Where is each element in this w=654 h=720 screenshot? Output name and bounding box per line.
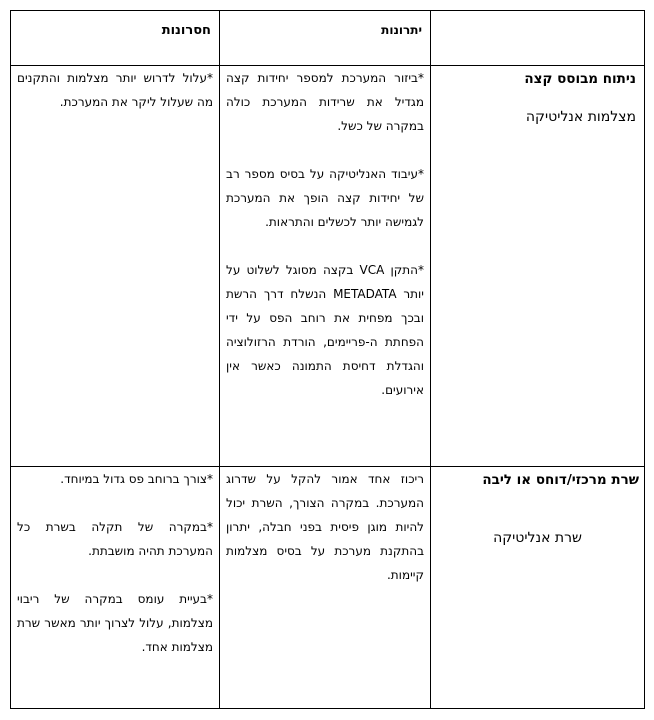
cons-cell	[11, 467, 220, 709]
header-cell-label	[431, 11, 645, 66]
row-title: שרת מרכזי/דוחס או ליבה	[482, 472, 639, 488]
header-label	[431, 11, 644, 23]
cons-cell	[11, 66, 220, 467]
pros-cell	[220, 66, 431, 467]
table-row-edge	[11, 66, 645, 467]
pros-item: *התקן VCA בקצה מסוגל לשלוט על יותר METADATA הנשלח דרך הרשת ובכך מפחית את רוחב הפס על ידי הפחתת ה-פריימים, הורדת הרזולוציה והגדלת דחיסת התמונה כאשר אין אירועים.	[226, 263, 424, 397]
table-row-server	[11, 467, 645, 709]
cons-item: *בעיית עומס במקרה של ריבוי מצלמות, עלול לצרוך יותר מאשר שרת מצלמות אחד.	[17, 592, 213, 654]
pros-item: ריכוז אחד אמור להקל על שדרוג המערכת. במקרה הצורך, השרת יכול להיות מוגן פיסית בפני חבלה, יתרון בהתקנת מערכת על בסיס מצלמות קיימות.	[226, 472, 424, 582]
row-subtitle: מצלמות אנליטיקה	[525, 109, 636, 125]
header-pros: יתרונות	[381, 23, 422, 37]
row-label-cell	[431, 467, 645, 709]
pros-item: *ביזור המערכת למספר יחידות קצה מגדיל את שרידות המערכת כולה במקרה של כשל.	[226, 71, 424, 133]
header-cell-cons	[11, 11, 220, 66]
pros-item: *עיבוד האנליטיקה על בסיס מספר רב של יחידות קצה הופך את המערכת לגמישה יותר לכשלים והתראות.	[226, 167, 424, 229]
cons-item: *צורך ברוחב פס גדול במיוחד.	[60, 472, 213, 486]
header-row	[11, 11, 645, 66]
comparison-table	[10, 10, 645, 709]
cons-item: *במקרה של תקלה בשרת כל המערכת תהיה מושבתת.	[17, 520, 213, 558]
row-title: ניתוח מבוסס קצה	[524, 71, 636, 87]
pros-cell	[220, 467, 431, 709]
row-label-cell	[431, 66, 645, 467]
header-cons: חסרונות	[161, 23, 211, 38]
header-cell-pros	[220, 11, 431, 66]
cons-item: *עלול לדרוש יותר מצלמות והתקנים מה שעלול ליקר את המערכת.	[17, 71, 213, 109]
row-subtitle: שרת אנליטיקה	[493, 530, 582, 546]
